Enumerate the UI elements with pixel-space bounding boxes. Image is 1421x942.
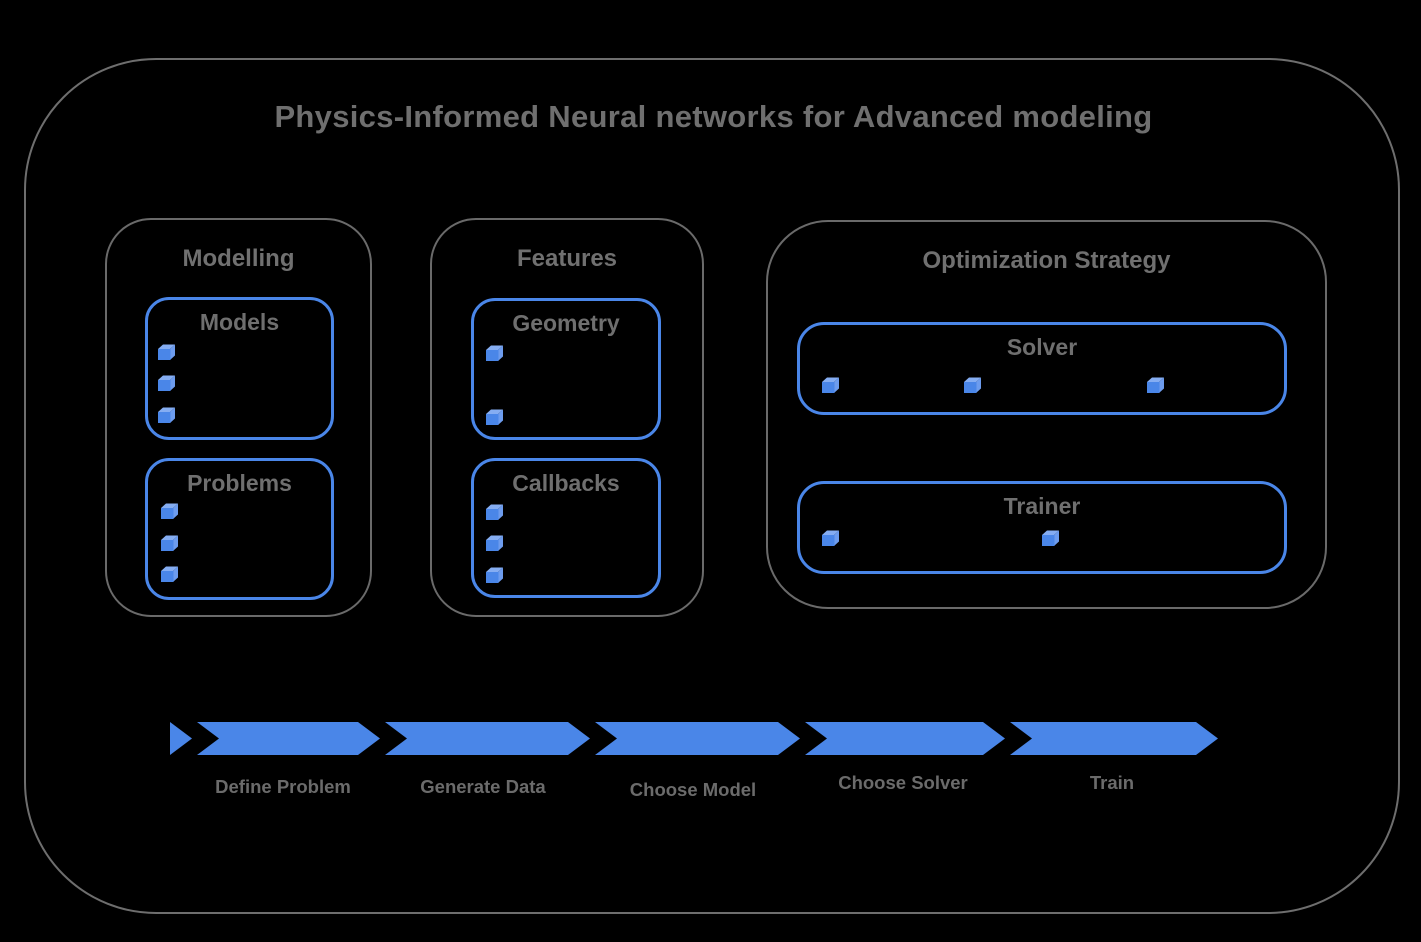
group-solver-title: Solver — [1006, 334, 1078, 360]
cube-icon — [963, 377, 982, 394]
cube-icon — [485, 345, 504, 362]
cube-icon — [157, 407, 176, 424]
cube-icon — [1146, 377, 1165, 394]
cube-icon — [157, 344, 176, 361]
cube-icon — [485, 535, 504, 552]
cube-icon — [160, 503, 179, 520]
diagram-title: Physics-Informed Neural networks for Advanced modeling — [274, 99, 1153, 134]
cube-icon — [485, 504, 504, 521]
group-solver — [797, 322, 1287, 415]
cube-icon — [485, 567, 504, 584]
group-geometry-title: Geometry — [512, 310, 620, 336]
group-trainer — [797, 481, 1287, 574]
arrow-segment-generate-data — [385, 722, 590, 755]
section-modelling-title: Modelling — [182, 245, 295, 272]
group-trainer-title: Trainer — [1003, 493, 1081, 519]
cube-icon — [821, 377, 840, 394]
section-features-title: Features — [516, 245, 618, 272]
cube-icon — [485, 409, 504, 426]
flow-step-label-choose-model: Choose Model — [629, 779, 757, 800]
arrow-segment-choose-model — [595, 722, 800, 755]
flow-step-label-choose-solver: Choose Solver — [838, 772, 968, 793]
arrow-start-cap-icon — [170, 722, 192, 755]
flow-arrow — [165, 714, 1235, 766]
arrow-segment-choose-solver — [805, 722, 1005, 755]
cube-icon — [160, 566, 179, 583]
flow-step-label-train: Train — [1089, 772, 1135, 793]
flow-step-label-generate-data: Generate Data — [420, 776, 546, 797]
group-callbacks-title: Callbacks — [512, 470, 620, 496]
cube-icon — [157, 375, 176, 392]
cube-icon — [160, 535, 179, 552]
arrow-segment-train — [1010, 722, 1218, 755]
group-problems-title: Problems — [187, 470, 292, 496]
group-models-title: Models — [199, 309, 280, 335]
arrow-segment-define-problem — [197, 722, 380, 755]
section-optimization-title: Optimization Strategy — [922, 247, 1171, 274]
cube-icon — [821, 530, 840, 547]
cube-icon — [1041, 530, 1060, 547]
flow-step-label-define-problem: Define Problem — [215, 776, 351, 797]
